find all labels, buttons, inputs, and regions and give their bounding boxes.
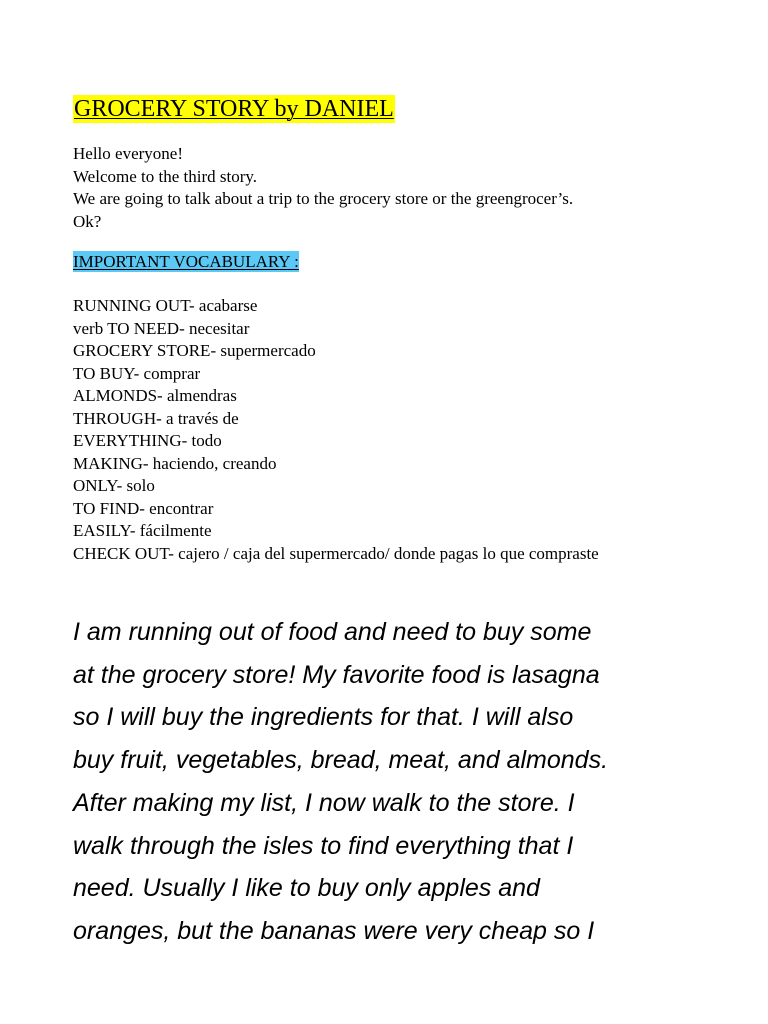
story-line: After making my list, I now walk to the store. I [73, 788, 575, 817]
vocabulary-item: CHECK OUT- cajero / caja del supermercado/ donde pagas lo que compraste [73, 543, 599, 563]
vocabulary-list [73, 295, 693, 565]
vocabulary-item: THROUGH- a través de [73, 408, 239, 428]
intro-line: We are going to talk about a trip to the grocery store or the greengrocer’s. [73, 189, 574, 208]
document-title: GROCERY STORY by DANIEL [74, 96, 394, 122]
vocabulary-heading: IMPORTANT VOCABULARY : [73, 252, 299, 271]
story-line: oranges, but the bananas were very cheap so I [73, 916, 595, 945]
story-line: so I will buy the ingredients for that. I will also [73, 703, 574, 732]
story-line: walk through the isles to find everything that I [73, 831, 574, 860]
vocabulary-heading-block [73, 251, 299, 272]
title-block [73, 95, 395, 125]
story-paragraph [73, 611, 723, 953]
vocabulary-item: RUNNING OUT- acabarse [73, 296, 258, 315]
vocabulary-item: verb TO NEED- necesitar [73, 318, 250, 338]
vocabulary-item: MAKING- haciendo, creando [73, 453, 277, 473]
story-line: buy fruit, vegetables, bread, meat, and almonds. [73, 746, 609, 775]
intro-line: Welcome to the third story. [73, 166, 258, 186]
vocabulary-item: ONLY- solo [73, 476, 155, 495]
story-line: need. Usually I like to buy only apples and [73, 874, 540, 903]
vocabulary-item: EASILY- fácilmente [73, 521, 212, 540]
vocabulary-item: TO BUY- comprar [73, 363, 201, 383]
story-line: I am running out of food and need to buy some [73, 618, 592, 646]
vocabulary-item: EVERYTHING- todo [73, 431, 222, 450]
vocabulary-item: TO FIND- encontrar [73, 498, 214, 518]
intro-paragraph [73, 143, 713, 233]
story-line: at the grocery store! My favorite food is lasagna [73, 660, 600, 689]
vocabulary-item: ALMONDS- almendras [73, 386, 237, 405]
intro-line: Hello everyone! [73, 144, 183, 163]
vocabulary-item: GROCERY STORE- supermercado [73, 341, 316, 360]
intro-line: Ok? [73, 211, 102, 231]
